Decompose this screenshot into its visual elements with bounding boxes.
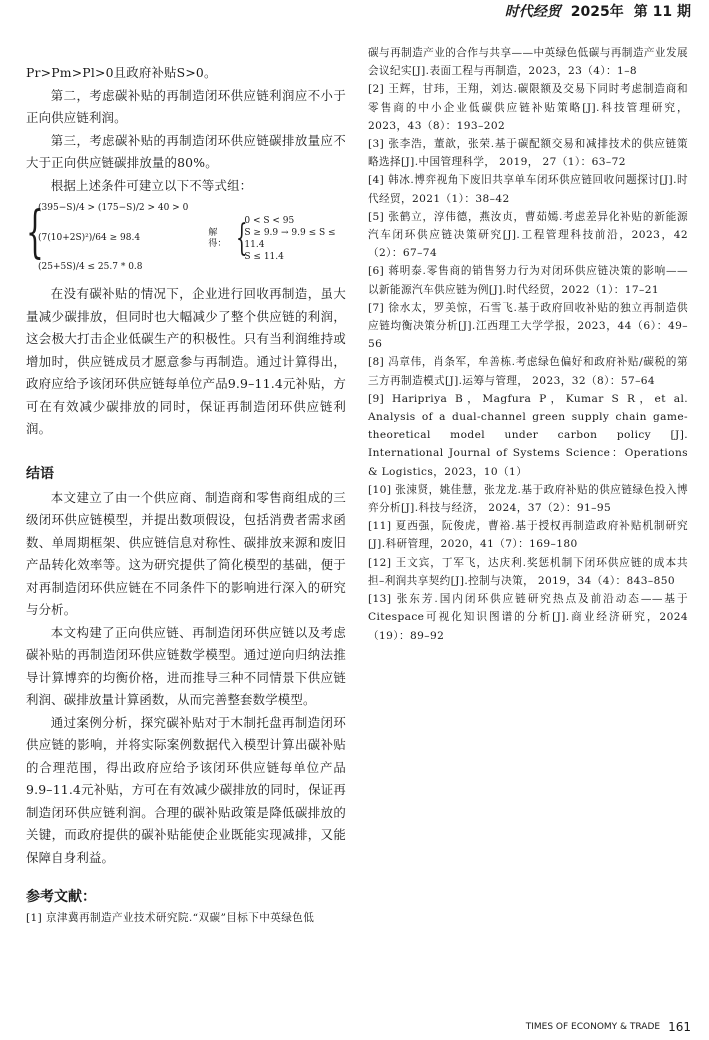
left-column xyxy=(26,62,346,927)
conclusion-paragraph-3: 通过案例分析，探究碳补贴对于木制托盘再制造闭环供应链的影响，并将实际案例数据代入模型计算出碳补贴的合理范围，得出政府应给予该闭环供应链每单位产品9.9–11.4元补贴，方可在有效减少碳排放的同时，保证再制造闭环供应链利润。合理的碳补贴政策是降低碳排放的关键，而政府提供的碳补贴能使企业既能实现减排，又能保障自身利益。 xyxy=(26,714,346,865)
reference-11: [11] 夏西强，阮俊虎，曹裕.基于授权再制造政府补贴机制研究[J].科研管理，2020，41（7）：169–180 xyxy=(368,520,688,551)
paragraph-price-condition: Pr>Pm>Pl>0且政府补贴S>0。 xyxy=(26,65,217,80)
reference-5: [5] 张鹤立，淳伟德，燕汝贞，曹茹嫣.考虑差异化补贴的新能源汽车闭环供应链决策研究[J].工程管理科技前沿，2023，42（2）：67–74 xyxy=(368,210,688,260)
paragraph-inequality-intro: 根据上述条件可建立以下不等式组： xyxy=(50,177,253,193)
reference-9: [9] Haripriya B，Magfura P，Kumar S R，et al. Analysis of a dual-channel green supply chain game-theoretical model under carbon policy [J]. International Journal of Systems Science：Operations & Logistics，2023，10（1） xyxy=(368,392,688,478)
inequality-1: (395−S)/4 > (175−S)/2 > 40 > 0 xyxy=(38,203,189,213)
reference-13: [13] 张东芳.国内闭环供应链研究热点及前沿动态——基于Citespace可视化知识图谱的分析[J].商业经济研究，2024（19）：89–92 xyxy=(368,593,688,642)
solution-3: S ≤ 11.4 xyxy=(244,252,284,262)
reference-10: [10] 张涑贤，姚佳慧，张龙龙.基于政府补贴的供应链绿色投入博弈分析[J].科技与经济， 2024，37（2）：91–95 xyxy=(368,483,688,515)
page-number: 161 xyxy=(668,1020,691,1034)
reference-1-start: [1] 京津冀再制造产业技术研究院.“双碳”目标下中英绿色低 xyxy=(26,912,315,924)
page-header xyxy=(0,0,709,22)
reference-6: [6] 蒋明泰.零售商的销售努力行为对闭环供应链决策的影响——以新能源汽车供应链为例[J].时代经贸，2022（1）：17–21 xyxy=(368,265,688,296)
inequality-system xyxy=(26,201,346,277)
inequality-3: (25+5S)/4 ≤ 25.7 * 0.8 xyxy=(38,262,143,272)
journal-english-name: TIMES OF ECONOMY & TRADE xyxy=(525,1022,661,1032)
references-heading: 参考文献： xyxy=(26,889,96,905)
solution-list xyxy=(244,215,346,263)
conclusion-paragraph-1: 本文建立了由一个供应商、制造商和零售商组成的三级闭环供应链模型，并提出数项假设，包括消费者需求函数、单周期框架、供应链信息对称性、碳排放来源和废旧产品转化效率等。这为研究提供了简化模型的基础，便于对再制造闭环供应链在不同条件下的影响进行深入的研究与分析。 xyxy=(26,489,346,617)
solution-block xyxy=(208,201,346,263)
page-footer xyxy=(526,1020,691,1034)
reference-12: [12] 王文宾，丁军飞，达庆利.奖惩机制下闭环供应链的成本共担–利润共享契约[J].控制与决策， 2019，34（4）：843–850 xyxy=(368,556,688,587)
reference-3: [3] 张李浩，董歆，张荣.基于碳配额交易和减排技术的供应链策略选择[J].中国管理科学， 2019， 27（1）：63–72 xyxy=(368,138,688,169)
paragraph-condition-two: 第二，考虑碳补贴的再制造闭环供应链利润应不小于正向供应链利润。 xyxy=(26,87,346,125)
reference-8: [8] 冯章伟，肖条军，牟善栋.考虑绿色偏好和政府补贴/碳税的第三方再制造模式[J].运筹与管理， 2023，32（8）：57–64 xyxy=(368,356,688,387)
issue-number: 第 11 期 xyxy=(633,4,691,20)
conclusion-paragraph-2: 本文构建了正向供应链、再制造闭环供应链以及考虑碳补贴的再制造闭环供应链数学模型。通过逆向归纳法推导计算博弈的均衡价格，进而推导三种不同情景下供应链利润、碳排放量计算函数，从而完善整套数学模型。 xyxy=(26,624,346,707)
paragraph-analysis: 在没有碳补贴的情况下，企业进行回收再制造，虽大量减少碳排放，但同时也大幅减少了整个供应链的利润，这会极大打击企业低碳生产的积极性。只有当利润维持或增加时，供应链成员才愿意参与再制造。通过计算得出，政府应给予该闭环供应链每单位产品9.9–11.4元补贴，方可在有效减少碳排放的同时，保证再制造闭环供应链利润。 xyxy=(26,286,346,436)
left-brace: { xyxy=(26,200,44,265)
reference-7: [7] 徐水太，罗美惊，石雪飞.基于政府回收补贴的独立再制造供应链均衡决策分析[J].江西理工大学学报，2023，44（6）：49–56 xyxy=(368,301,688,351)
issue-year: 2025年 xyxy=(570,4,624,20)
paragraph-condition-three: 第三，考虑碳补贴的再制造闭环供应链碳排放量应不大于正向供应链碳排放量的80%。 xyxy=(26,132,346,170)
inequality-list xyxy=(38,201,188,273)
solution-brace: { xyxy=(236,218,248,259)
right-column xyxy=(368,44,688,645)
reference-2: [2] 王辉，甘玮，王翔，刘达.碳限额及交易下同时考虑制造商和零售商的中小企业低碳供应链补贴策略[J].科技管理研究，2023，43（8）：193–202 xyxy=(368,83,688,132)
inequality-2: (7(10+2S)²)/64 ≥ 98.4 xyxy=(38,232,141,243)
reference-4: [4] 韩冰.博弈视角下废旧共享单车闭环供应链回收问题探讨[J].时代经贸，2021（1）：38–42 xyxy=(368,174,688,205)
solution-1: 0 < S < 95 xyxy=(244,216,295,226)
magazine-name: 时代经贸 xyxy=(504,4,561,20)
solution-label: 解得： xyxy=(208,228,227,249)
conclusion-heading: 结语 xyxy=(26,465,54,482)
reference-1-continued: 碳与再制造产业的合作与共享——中英绿色低碳与再制造产业发展会议纪实[J].表面工程与再制造，2023，23（4）：1–8 xyxy=(368,47,688,78)
solution-2: S ≥ 9.9 → 9.9 ≤ S ≤ 11.4 xyxy=(244,228,336,250)
